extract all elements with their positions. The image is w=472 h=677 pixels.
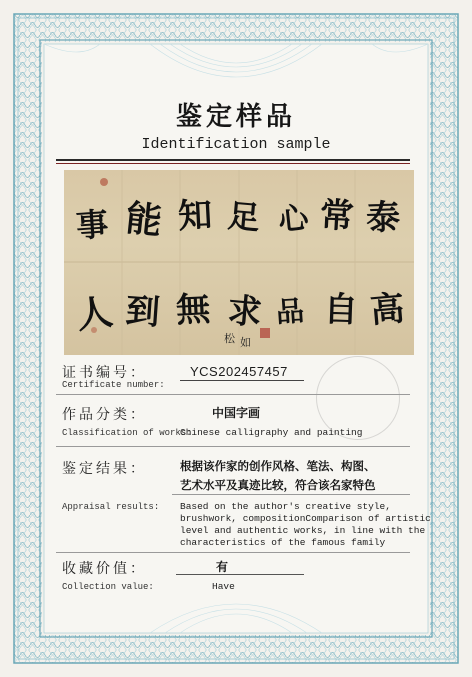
- row-divider: [56, 552, 410, 553]
- calligraphy-char: 知: [177, 195, 214, 237]
- certificate-number-label-cn: 证书编号：: [62, 365, 147, 381]
- appraisal-value-en-line2: brushwork, compositionComparison of artistic: [180, 513, 431, 524]
- appraisal-value-en-line4: characteristics of the famous family: [180, 537, 386, 548]
- calligraphy-artwork: [64, 170, 414, 355]
- collection-value-cn: 有: [216, 560, 229, 574]
- classification-value-en: Chinese calligraphy and painting: [180, 427, 363, 438]
- calligraphy-char: 求: [226, 290, 264, 334]
- calligraphy-char: 人: [73, 290, 116, 338]
- appraisal-label-en: Appraisal results:: [62, 502, 160, 512]
- calligraphy-char: 高: [368, 288, 406, 332]
- collection-label-cn: 收藏价值：: [62, 561, 147, 577]
- title-divider-accent: [56, 163, 410, 164]
- calligraphy-line-1: [64, 180, 414, 250]
- certificate-number-label-en: Certificate number:: [62, 380, 165, 390]
- certificate-number-value: YCS202457457: [190, 364, 288, 379]
- classification-value-cn: 中国字画: [212, 406, 261, 420]
- calligraphy-char: 自: [323, 289, 359, 331]
- appraisal-value-en-line3: level and authentic works, in line with the: [180, 525, 426, 536]
- appraisal-value-cn-line2: 艺术水平及真迹比较，符合该名家特色: [180, 478, 376, 492]
- title-english: Identification sample: [141, 136, 331, 153]
- title-divider: [56, 159, 410, 161]
- calligraphy-char: 到: [124, 290, 162, 334]
- calligraphy-char: 常: [318, 195, 355, 237]
- classification-label-en: Classification of works:: [62, 428, 192, 438]
- title-chinese: 鉴定样品: [175, 102, 296, 132]
- calligraphy-char: 泰: [365, 197, 401, 239]
- collection-label-en: Collection value:: [62, 582, 154, 592]
- classification-label-cn: 作品分类：: [62, 407, 147, 423]
- collection-value-underline: [176, 574, 304, 575]
- calligraphy-char: 品: [274, 294, 306, 329]
- calligraphy-char: 能: [123, 197, 164, 243]
- row-divider: [56, 446, 410, 447]
- appraisal-value-cn-line1: 根据该作家的创作风格、笔法、构图、: [180, 459, 376, 473]
- calligraphy-char: 足: [226, 196, 262, 238]
- appraisal-label-cn: 鉴定结果：: [62, 461, 147, 477]
- calligraphy-char: 心: [276, 200, 311, 239]
- row-divider: [56, 394, 410, 395]
- calligraphy-char: 事: [74, 204, 110, 246]
- artist-signature-char: 松: [224, 332, 235, 345]
- appraisal-value-en-line1: Based on the author's creative style,: [180, 501, 391, 512]
- artist-signature-char: 如: [240, 336, 251, 349]
- row-divider: [172, 494, 410, 495]
- calligraphy-line-2: [64, 272, 414, 342]
- certificate-number-underline: [180, 380, 304, 381]
- collection-value-en: Have: [212, 581, 235, 592]
- calligraphy-char: 無: [175, 289, 212, 331]
